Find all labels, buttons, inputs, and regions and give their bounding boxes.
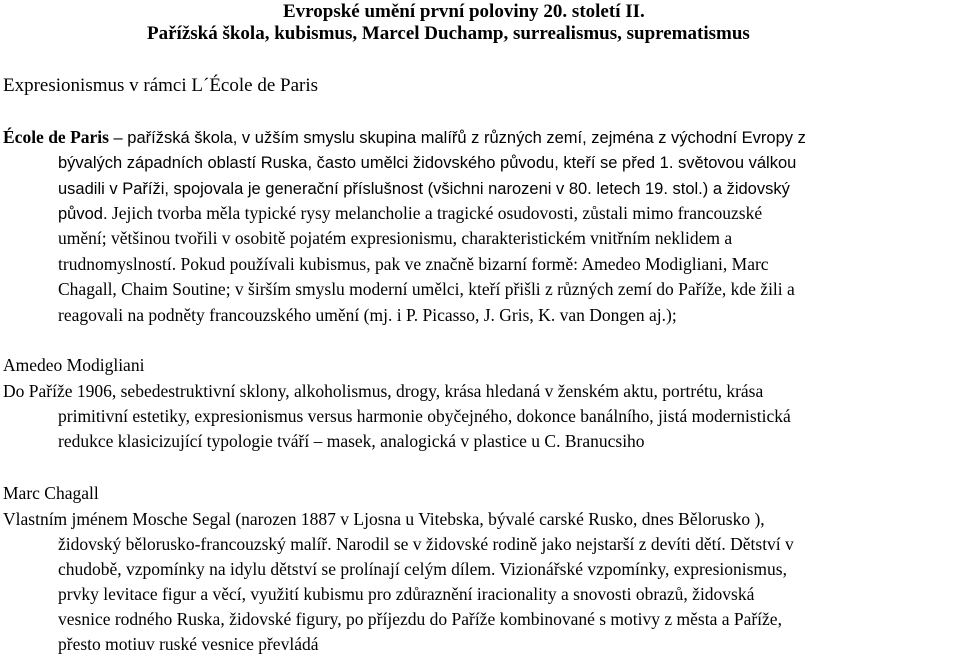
chagall-line-1: Vlastním jménem Mosche Segal (narozen 1887 v Ljosna u Vitebska, bývalé carské Rusko, dnes Bělorusko ),: [3, 509, 765, 529]
title-line-1: Evropské umění první poloviny 20. století II.: [283, 1, 645, 22]
ecole-line-7: Chagall, Chaim Soutine; v širším smyslu moderní umělci, kteří přišli z různých zemí do Paříže, kde žili a: [58, 279, 795, 299]
chagall-line-3: chudobě, vzpomínky na idylu dětství se prolínají celým dílem. Vizionářské vzpomínky, expresionismus,: [58, 559, 787, 579]
ecole-term: École de Paris: [3, 127, 109, 147]
ecole-line-6: trudnomyslností. Pokud používali kubismus, pak ve značně bizarní formě: Amedeo Modigliani, Marc: [58, 254, 769, 274]
ecole-line-1: [3, 125, 806, 150]
ecole-line-2: bývalých západních oblastí Ruska, často umělci židovského původu, kteří se před 1. světovou válkou: [58, 154, 797, 172]
section-heading: Expresionismus v rámci L´École de Paris: [3, 75, 319, 96]
ecole-line-5: umění; většinou tvořili v osobitě pojatém expresionismu, charakteristickém vnitřním neklidem a: [58, 228, 733, 248]
ecole-text: – pařížská škola, v užším smyslu skupina malířů z různých zemí, zejména z východní Evropy z: [108, 129, 806, 147]
title-line-2: Pařížská škola, kubismus, Marcel Duchamp, surrealismus, suprematismus: [147, 23, 750, 44]
modigliani-line-3: redukce klasicizující typologie tváří – masek, analogická v plastice u C. Branucsiho: [58, 431, 645, 451]
modigliani-line-1: Do Paříže 1906, sebedestruktivní sklony, alkoholismus, drogy, krása hledaná v ženském aktu, portrétu, krása: [3, 381, 764, 401]
modigliani-line-2: primitivní estetiky, expresionismus versus harmonie obyčejného, dokonce banálního, jistá modernistická: [58, 406, 791, 426]
ecole-line-4: [58, 201, 762, 226]
ecole-text: Jejich tvorba měla typické rysy melancholie a tragické osudovosti, zůstali mimo francouzské: [107, 203, 763, 223]
ecole-line-8: reagovali na podněty francouzského umění (mj. i P. Picasso, J. Gris, K. van Dongen aj.);: [58, 305, 677, 325]
modigliani-heading: Amedeo Modigliani: [3, 355, 145, 375]
chagall-line-2: židovský bělorusko-francouzský malíř. Narodil se v židovské rodině jako nejstarší z devíti dětí. Dětství v: [58, 534, 794, 554]
ecole-line-3: usadili v Paříži, spojovala je generační příslušnost (všichni narozeni v 80. letech 19. stol.) a židovský: [58, 180, 790, 198]
chagall-line-5: vesnice rodného Ruska, židovské figury, po příjezdu do Paříže kombinované s motivy z města a Paříže,: [58, 609, 782, 629]
ecole-text: původ.: [58, 205, 108, 223]
chagall-line-6: přesto motiuv ruské vesnice převládá: [58, 634, 319, 654]
chagall-line-4: prvky levitace figur a věcí, využití kubismu pro zdůraznění iracionality a snovosti obrazů, židovská: [58, 584, 755, 604]
chagall-heading: Marc Chagall: [3, 483, 99, 503]
